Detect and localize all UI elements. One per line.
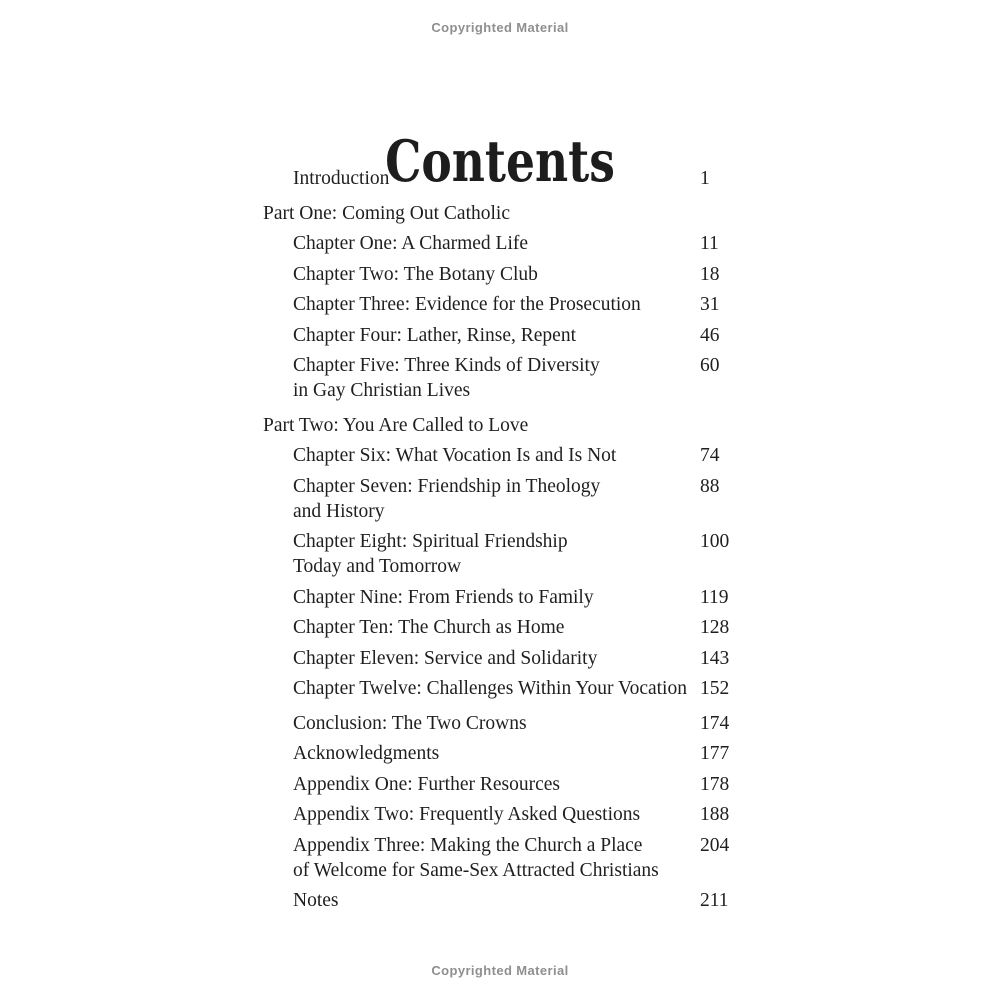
toc-entry xyxy=(263,413,793,438)
toc-entry-title xyxy=(263,802,693,827)
toc-entry xyxy=(263,833,793,883)
toc-entry xyxy=(263,585,793,610)
toc-entry-title xyxy=(263,888,693,913)
toc-entry-page: 204 xyxy=(700,834,730,856)
toc-entry-line: Acknowledgments xyxy=(293,743,440,764)
toc-entry-page: 46 xyxy=(700,324,720,346)
toc-entry-line: Chapter Three: Evidence for the Prosecution xyxy=(293,294,641,315)
toc-entry-line: Introduction xyxy=(293,168,390,189)
toc-entry-line: Chapter Eight: Spiritual Friendship xyxy=(293,531,568,552)
toc-entry-title xyxy=(263,323,693,348)
toc-entry-title xyxy=(263,646,693,671)
toc-entry-page: 119 xyxy=(700,586,729,608)
toc-entry-line: Notes xyxy=(293,890,339,911)
toc-entry-title xyxy=(263,262,693,287)
toc-entry-title xyxy=(263,353,693,403)
toc-entry xyxy=(263,262,793,287)
toc-entry-title xyxy=(263,585,693,610)
toc-entry-line: Conclusion: The Two Crowns xyxy=(293,712,527,734)
toc-entry-page: 128 xyxy=(700,617,730,638)
toc-entry-title xyxy=(263,529,693,579)
toc-entry xyxy=(263,615,793,640)
toc-entry-page: 31 xyxy=(700,294,720,315)
toc-entry-page: 174 xyxy=(700,712,730,734)
toc-list xyxy=(263,166,793,919)
toc-entry-title xyxy=(263,231,693,256)
toc-entry-page: 143 xyxy=(700,647,730,669)
toc-entry xyxy=(263,201,793,226)
toc-entry-page: 178 xyxy=(700,773,730,795)
toc-entry xyxy=(263,474,793,524)
toc-entry-line: Part Two: You Are Called to Love xyxy=(263,414,529,436)
toc-entry-title xyxy=(263,741,693,766)
toc-entry-line: of Welcome for Same-Sex Attracted Christians xyxy=(293,859,659,881)
toc-entry-title xyxy=(263,676,693,701)
toc-entry xyxy=(263,166,793,191)
toc-entry xyxy=(263,231,793,256)
toc-entry-title xyxy=(263,292,693,317)
toc-entry xyxy=(263,292,793,317)
toc-entry-line: Chapter Six: What Vocation Is and Is Not xyxy=(293,445,617,466)
toc-entry-title xyxy=(263,201,693,226)
toc-entry-title xyxy=(263,474,693,524)
toc-entry-line: Chapter Eleven: Service and Solidarity xyxy=(293,647,598,669)
toc-entry-title xyxy=(263,615,693,640)
toc-entry-line: Chapter Two: The Botany Club xyxy=(293,263,538,285)
copyright-notice-bottom: Copyrighted Material xyxy=(431,963,569,978)
toc-entry-line: Appendix Three: Making the Church a Place xyxy=(293,834,643,856)
toc-entry-title xyxy=(263,443,693,468)
toc-entry xyxy=(263,529,793,579)
toc-entry xyxy=(263,323,793,348)
toc-entry-line: Appendix Two: Frequently Asked Questions xyxy=(293,804,641,825)
toc-entry xyxy=(263,772,793,797)
toc-entry-page: 88 xyxy=(700,475,720,497)
toc-entry-page: 211 xyxy=(700,890,729,911)
toc-entry-line: in Gay Christian Lives xyxy=(293,380,471,401)
toc-entry-line: Chapter Five: Three Kinds of Diversity xyxy=(293,355,600,376)
toc-entry-line: and History xyxy=(293,500,385,522)
toc-entry xyxy=(263,741,793,766)
toc-entry-title xyxy=(263,711,693,736)
page-title: Contents xyxy=(385,128,615,196)
copyright-notice-top: Copyrighted Material xyxy=(431,20,569,35)
toc-entry xyxy=(263,353,793,403)
toc-entry-title xyxy=(263,413,693,438)
toc-entry xyxy=(263,676,793,701)
toc-entry xyxy=(263,888,793,913)
toc-entry-title xyxy=(263,833,693,883)
toc-entry-line: Chapter Ten: The Church as Home xyxy=(293,617,565,638)
toc-entry-line: Part One: Coming Out Catholic xyxy=(263,202,510,224)
toc-entry-line: Chapter Twelve: Challenges Within Your Vocation xyxy=(293,678,687,699)
toc-entry-page: 18 xyxy=(700,263,720,285)
toc-entry-page: 74 xyxy=(700,445,720,466)
toc-entry-title xyxy=(263,166,693,191)
toc-entry-page: 1 xyxy=(700,168,710,189)
toc-entry xyxy=(263,802,793,827)
toc-entry-line: Today and Tomorrow xyxy=(293,556,462,577)
toc-entry-line: Chapter Four: Lather, Rinse, Repent xyxy=(293,324,576,346)
toc-entry xyxy=(263,711,793,736)
toc-entry-line: Chapter One: A Charmed Life xyxy=(293,233,529,254)
toc-entry-line: Chapter Nine: From Friends to Family xyxy=(293,586,594,608)
toc-entry-page: 11 xyxy=(700,233,719,254)
toc-entry xyxy=(263,646,793,671)
toc-entry-line: Chapter Seven: Friendship in Theology xyxy=(293,475,601,497)
toc-entry-page: 177 xyxy=(700,743,730,764)
toc-entry-page: 152 xyxy=(700,678,730,699)
toc-entry-page: 60 xyxy=(700,355,720,376)
toc-entry-title xyxy=(263,772,693,797)
toc-entry-page: 188 xyxy=(700,804,730,825)
toc-entry xyxy=(263,443,793,468)
toc-entry-page: 100 xyxy=(700,531,730,552)
toc-entry-line: Appendix One: Further Resources xyxy=(293,773,560,795)
